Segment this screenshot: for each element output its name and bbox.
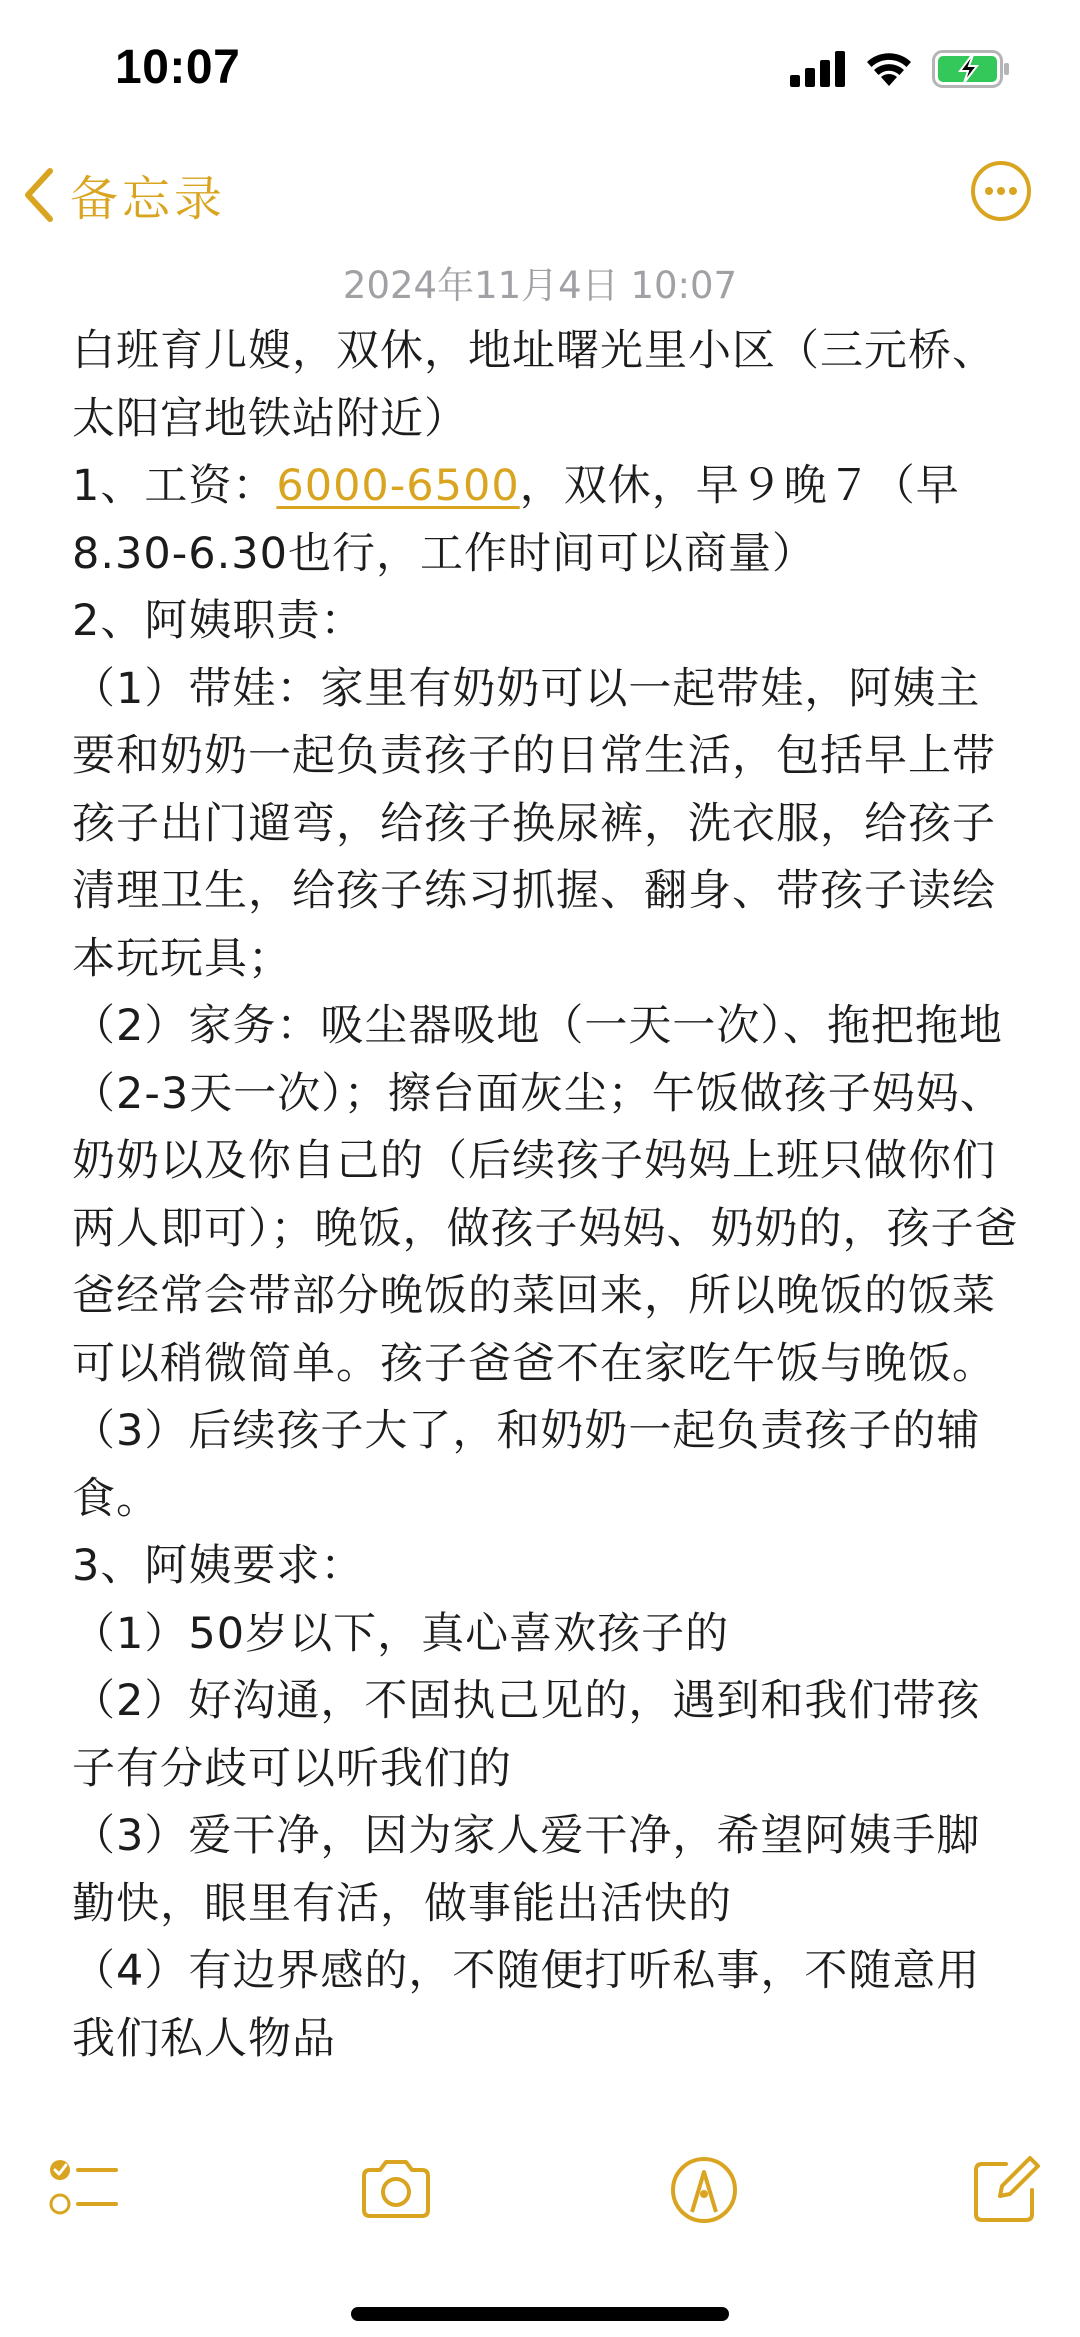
note-line: （1）带娃：家里有奶奶可以一起带娃，阿姨主要和奶奶一起负责孩子的日常生活，包括早上带孩子出门遛弯，给孩子换尿裤，洗衣服，给孩子清理卫生，给孩子练习抓握、翻身、带孩子读绘本玩玩具； xyxy=(72,663,996,984)
checklist-icon[interactable] xyxy=(44,2150,124,2230)
home-indicator xyxy=(351,2307,729,2321)
status-bar xyxy=(0,0,1080,140)
note-body[interactable] xyxy=(72,318,1022,2073)
wifi-icon xyxy=(864,50,914,88)
salary-suffix: ，双休，早９晚７（早8.30-6.30也行，工作时间可以商量） xyxy=(72,461,960,579)
chevron-left-icon xyxy=(20,165,56,225)
salary-link[interactable]: 6000-6500 xyxy=(276,461,520,511)
note-line: （3）后续孩子大了，和奶奶一起负责孩子的辅食。 xyxy=(72,1406,981,1524)
back-label: 备忘录 xyxy=(70,171,227,227)
note-line: 3、阿姨要求： xyxy=(72,1541,365,1591)
note-line: （2）好沟通，不固执己见的，遇到和我们带孩子有分歧可以听我们的 xyxy=(72,1676,981,1794)
note-line: （4）有边界感的，不随便打听私事，不随意用我们私人物品 xyxy=(72,1946,981,2064)
signal-icon xyxy=(790,51,846,87)
note-line: （2）家务：吸尘器吸地（一天一次）、拖把拖地（2-3天一次）；擦台面灰尘；午饭做孩子妈妈、奶奶以及你自己的（后续孩子妈妈上班只做你们两人即可）；晚饭，做孩子妈妈、奶奶的，孩子爸爸经常会带部分晚饭的菜回来，所以晚饭的饭菜可以稍微简单。孩子爸爸不在家吃午饭与晚饭。 xyxy=(72,1001,1019,1389)
compose-icon[interactable] xyxy=(966,2150,1046,2230)
note-line: （3）爱干净，因为家人爱干净，希望阿姨手脚勤快，眼里有活，做事能出活快的 xyxy=(72,1811,981,1929)
note-content[interactable] xyxy=(0,318,1080,2113)
status-time: 10:07 xyxy=(115,41,241,94)
camera-icon[interactable] xyxy=(356,2150,436,2230)
note-date: 2024年11月4日 10:07 xyxy=(342,264,738,307)
note-line: 白班育儿嫂，双休，地址曙光里小区（三元桥、太阳宫地铁站附近） xyxy=(72,326,996,444)
note-line-salary xyxy=(72,453,1022,588)
note-line: 2、阿姨职责： xyxy=(72,596,365,646)
battery-charging-icon xyxy=(932,50,1012,88)
back-button[interactable] xyxy=(20,160,226,229)
more-circle-icon[interactable] xyxy=(970,160,1032,222)
salary-prefix: 1、工资： xyxy=(72,461,277,511)
note-line: （1）50岁以下，真心喜欢孩子的 xyxy=(72,1608,730,1659)
bottom-toolbar xyxy=(0,2150,1080,2250)
markup-pen-icon[interactable] xyxy=(664,2150,744,2230)
status-icons xyxy=(790,50,1012,88)
